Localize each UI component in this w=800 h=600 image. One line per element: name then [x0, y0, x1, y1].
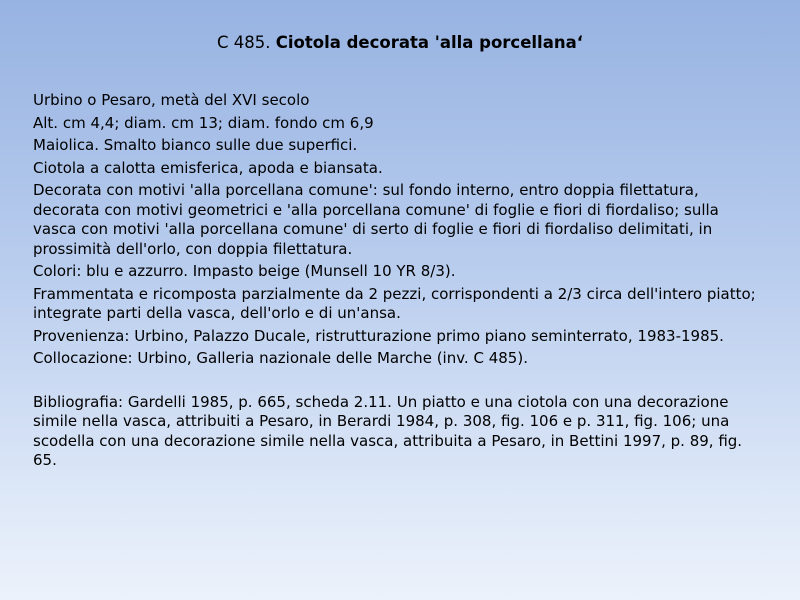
paragraph-condition: Frammentata e ricomposta parzialmente da 2 pezzi, corrispondenti a 2/3 circa dell'intero piatto; integrate parti della vasca, dell'orlo e di un'ansa. [33, 284, 756, 322]
slide-title [0, 32, 800, 54]
description-body [33, 91, 765, 474]
paragraph-shape: Ciotola a calotta emisferica, apoda e biansata. [33, 158, 383, 177]
paragraph-dimensions: Alt. cm 4,4; diam. cm 13; diam. fondo cm 6,9 [33, 113, 374, 132]
paragraph-location: Collocazione: Urbino, Galleria nazionale delle Marche (inv. C 485). [33, 349, 528, 367]
paragraph-material: Maiolica. Smalto bianco sulle due superfici. [33, 136, 358, 154]
paragraph-bibliography: Bibliografia: Gardelli 1985, p. 665, scheda 2.11. Un piatto e una ciotola con una decorazione simile nella vasca, attribuiti a Pesaro, in Berardi 1984, p. 308, fig. 106 e p. 311, fig. 106; una scodella con una decorazione simile nella vasca, attribuita a Pesaro, in Bettini 1997, p. 89, fig. 65. [33, 392, 743, 469]
catalog-code: C 485. [216, 33, 271, 52]
paragraph-colors: Colori: blu e azzurro. Impasto beige (Munsell 10 YR 8/3). [33, 262, 456, 280]
paragraph-decoration: Decorata con motivi 'alla porcellana comune': sul fondo interno, entro doppia filettatura, decorata con motivi geometrici e 'alla porcellana comune' di foglie e fiori di fiordaliso; sulla vasca con motivi 'alla porcellana comune' di serto di foglie e fiori di fiordaliso delimitati, in prossimità dell'orlo, con doppia filettatura. [33, 181, 719, 258]
paragraph-provenance: Provenienza: Urbino, Palazzo Ducale, ristrutturazione primo piano seminterrato, 1983-1985. [33, 326, 724, 345]
object-name: Ciotola decorata 'alla porcellana‘ [275, 33, 583, 52]
paragraph-origin: Urbino o Pesaro, metà del XVI secolo [33, 91, 310, 109]
